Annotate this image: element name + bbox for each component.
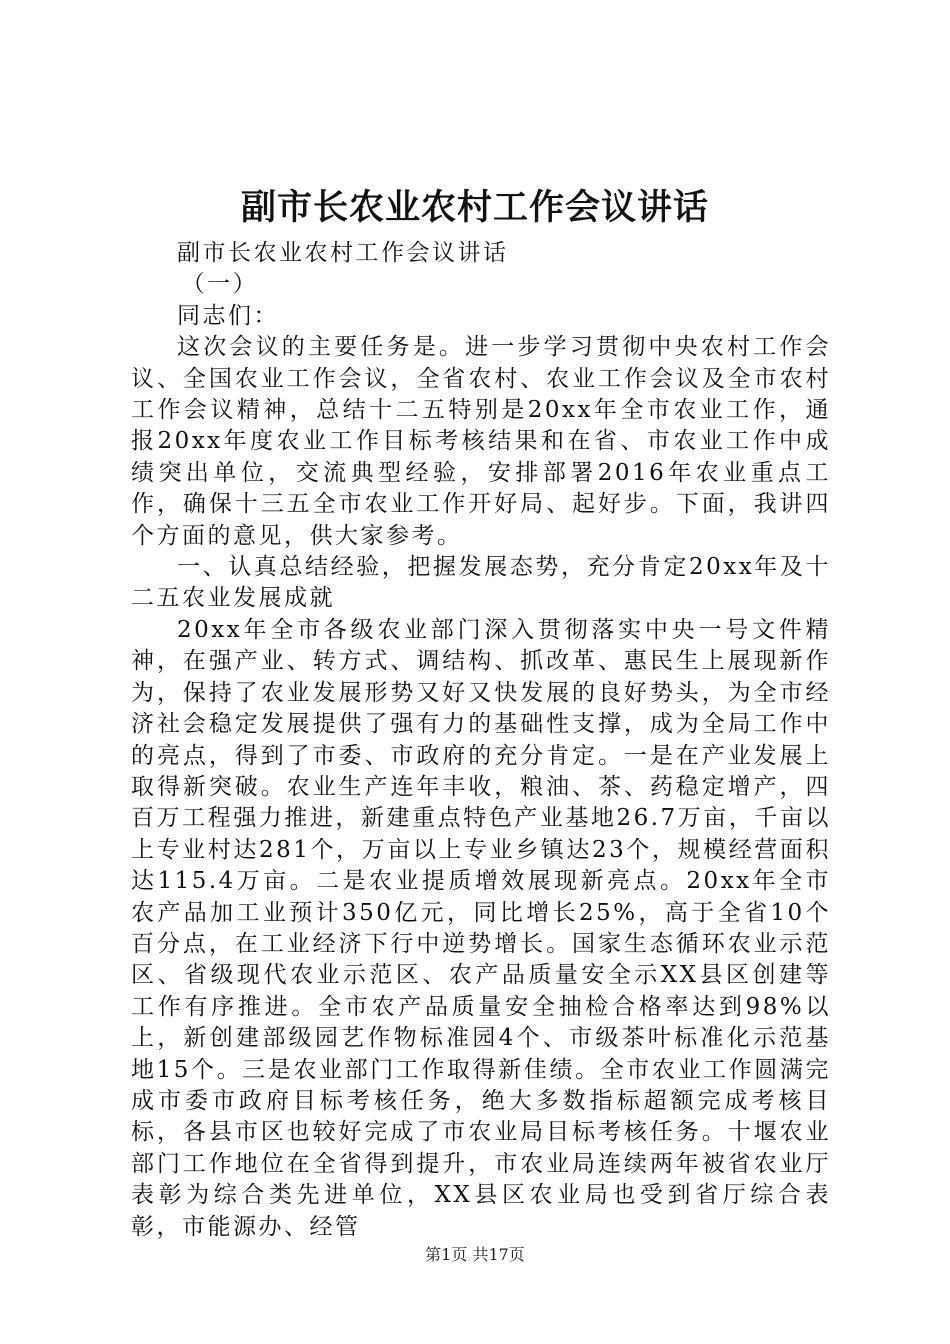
document-title: 副市长农业农村工作会议讲话 [240,187,709,228]
section-heading: 一、认真总结经验，把握发展态势，充分肯定20xx年及十二五农业发展成就 [131,554,831,612]
subtitle-line: 副市长农业农村工作会议讲话 [177,240,509,266]
document-body [131,238,831,1243]
paragraph: 这次会议的主要任务是。进一步学习贯彻中央农村工作会议、全国农业工作会议，全省农村、农业工作会议及全市农村工作会议精神，总结十二五特别是20xx年全市农业工作，通报20xx年度农业工作目标考核结果和在省、市农业工作中成绩突出单位，交流典型经验，安排部署2016年农业重点工作，确保十三五全市农业工作开好局、起好步。下面，我讲四个方面的意见，供大家参考。 [131,334,831,549]
page-number: 第1页 共17页 [425,1245,525,1264]
paragraph: 20xx年全市各级农业部门深入贯彻落实中央一号文件精神，在强产业、转方式、调结构、抓改革、惠民生上展现新作为，保持了农业发展形势又好又快发展的良好势头，为全市经济社会稳定发展提供了强有力的基础性支撑，成为全局工作中的亮点，得到了市委、市政府的充分肯定。一是在产业发展上取得新突破。农业生产连年丰收，粮油、茶、药稳定增产，四百万工程强力推进，新建重点特色产业基地26.7万亩，千亩以上专业村达281个，万亩以上专业乡镇达23个，规模经营面积达115.4万亩。二是农业提质增效展现新亮点。20xx年全市农产品加工业预计350亿元，同比增长25%，高于全省10个百分点，在工业经济下行中逆势增长。国家生态循环农业示范区、省级现代农业示范区、农产品质量安全示XX县区创建等工作有序推进。全市农产品质量安全抽检合格率达到98%以上，新创建部级园艺作物标准园4个、市级茶叶标准化示范基地15个。三是农业部门工作取得新佳绩。全市农业工作圆满完成市委市政府目标考核任务，绝大多数指标超额完成考核目标，各县市区也较好完成了市农业局目标考核任务。十堰农业部门工作地位在全省得到提升，市农业局连续两年被省农业厅表彰为综合类先进单位，XX县区农业局也受到省厅综合表彰，市能源办、经管 [131,616,831,1240]
salutation: 同志们： [177,302,279,329]
section-mark: （一） [181,271,259,298]
